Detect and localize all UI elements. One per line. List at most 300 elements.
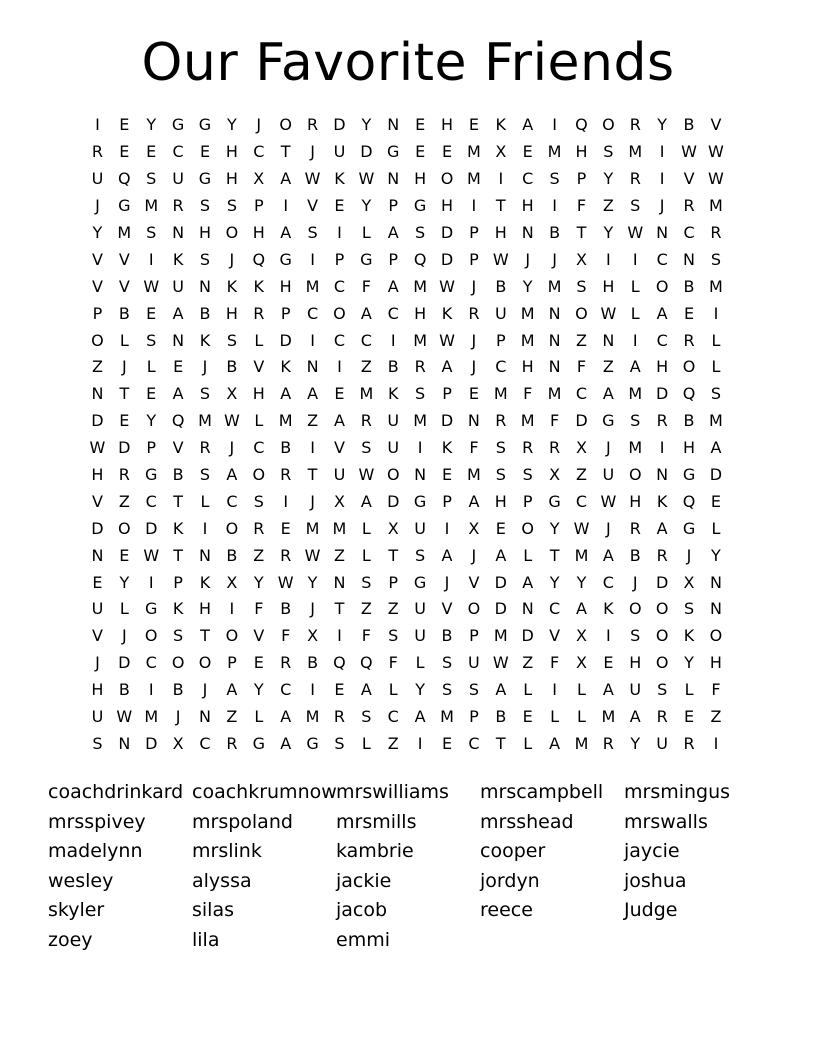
grid-letter: F (469, 438, 479, 458)
word-list-item: cooper (480, 840, 546, 862)
grid-letter: O (198, 653, 212, 673)
grid-letter: R (656, 545, 668, 565)
grid-letter: L (254, 707, 264, 727)
grid-letter: E (334, 196, 345, 216)
grid-letter: L (361, 545, 371, 565)
grid-letter: M (493, 384, 508, 404)
grid-letter: Z (602, 357, 614, 377)
grid-letter: H (494, 491, 507, 511)
grid-letter: Y (549, 572, 560, 592)
grid-letter: R (656, 707, 668, 727)
grid-letter: M (144, 707, 159, 727)
grid-letter: C (306, 303, 319, 323)
grid-letter: Y (227, 115, 237, 135)
grid-letter: B (226, 357, 238, 377)
grid-letter: F (549, 411, 560, 431)
grid-letter: R (602, 733, 614, 753)
grid-letter: H (683, 438, 696, 458)
grid-letter: A (441, 357, 453, 377)
grid-letter: S (495, 438, 506, 458)
grid-letter: N (387, 115, 400, 135)
grid-letter: R (710, 223, 722, 242)
grid-letter: C (656, 330, 668, 350)
grid-letter: J (202, 357, 208, 377)
grid-letter: U (629, 680, 642, 700)
grid-letter: Z (575, 330, 587, 350)
grid-letter: D (655, 384, 669, 404)
grid-letter: L (254, 330, 264, 350)
grid-letter: E (173, 357, 184, 377)
grid-letter: O (575, 303, 588, 323)
grid-letter: N (548, 330, 561, 350)
grid-letter: I (337, 223, 342, 242)
grid-letter: P (388, 572, 399, 592)
grid-letter: R (360, 411, 372, 431)
grid-letter: R (656, 411, 668, 431)
grid-letter: E (710, 491, 721, 511)
grid-letter: W (600, 491, 617, 511)
grid-letter: H (709, 653, 722, 673)
grid-letter: A (172, 303, 184, 323)
grid-row (84, 730, 732, 757)
grid-letter: A (549, 733, 561, 753)
grid-letter: P (442, 491, 452, 511)
grid-letter: S (603, 142, 614, 162)
grid-letter: J (606, 518, 611, 538)
grid-letter: P (227, 653, 237, 673)
grid-letter: C (253, 438, 265, 458)
grid-letter: N (709, 599, 722, 619)
grid-letter: I (659, 142, 665, 162)
grid-letter: O (386, 465, 400, 485)
grid-letter: K (656, 491, 668, 511)
grid-letter: N (467, 411, 480, 431)
grid-letter: E (683, 303, 695, 323)
grid-letter: S (199, 249, 211, 269)
grid-letter: H (198, 223, 212, 242)
grid-letter: M (413, 276, 428, 296)
grid-letter: I (148, 249, 154, 269)
grid-letter: H (225, 169, 238, 189)
grid-letter: Q (575, 115, 588, 135)
grid-letter: K (683, 626, 695, 646)
grid-letter: L (577, 680, 586, 700)
grid-letter: C (387, 303, 399, 323)
grid-letter: M (144, 196, 159, 216)
grid-letter: K (334, 169, 345, 189)
grid-letter: Y (253, 680, 264, 700)
grid-letter: A (468, 491, 480, 511)
grid-letter: I (283, 196, 289, 216)
grid-letter: O (467, 599, 481, 619)
grid-letter: L (711, 357, 721, 377)
grid-letter: D (333, 115, 346, 135)
grid-letter: N (414, 465, 427, 485)
grid-letter: M (117, 223, 132, 242)
grid-letter: Z (522, 653, 534, 673)
grid-letter: O (171, 653, 185, 673)
grid-letter: X (495, 142, 507, 162)
grid-letter: P (522, 491, 533, 511)
grid-letter: E (522, 142, 533, 162)
grid-letter: I (444, 518, 450, 538)
grid-letter: F (576, 357, 587, 377)
grid-letter: D (440, 249, 454, 269)
grid-letter: G (145, 599, 158, 619)
grid-letter: A (441, 545, 453, 565)
grid-letter: A (280, 169, 292, 189)
grid-letter: S (307, 223, 318, 242)
grid-letter: X (226, 572, 238, 592)
grid-letter: N (199, 707, 211, 727)
grid-letter: O (333, 303, 346, 323)
grid-letter: Q (682, 384, 696, 404)
grid-letter: E (199, 142, 211, 162)
grid-letter: N (118, 733, 131, 753)
grid-letter: S (226, 196, 237, 216)
grid-letter: Z (307, 411, 319, 431)
grid-letter: Y (119, 572, 130, 592)
grid-letter: T (119, 384, 130, 404)
grid-letter: A (495, 680, 507, 700)
grid-letter: S (630, 196, 641, 216)
word-list-item: zoey (48, 928, 93, 951)
grid-letter: S (146, 223, 157, 242)
grid-letter: A (629, 707, 641, 727)
grid-letter: G (252, 733, 265, 753)
grid-letter: I (498, 169, 504, 189)
grid-letter: T (388, 545, 399, 565)
grid-letter: R (118, 465, 130, 485)
grid-letter: Q (682, 491, 696, 511)
grid-letter: U (468, 653, 480, 673)
grid-letter: A (656, 518, 668, 538)
grid-letter: S (146, 330, 157, 350)
grid-letter: I (95, 115, 100, 135)
grid-letter: W (627, 223, 644, 242)
grid-letter: N (172, 223, 185, 242)
grid-row (84, 650, 732, 677)
grid-letter: I (713, 733, 719, 753)
grid-letter: S (415, 384, 426, 404)
grid-letter: O (440, 169, 454, 189)
grid-letter: B (307, 653, 319, 673)
grid-letter: D (494, 599, 507, 619)
grid-letter: S (146, 169, 157, 189)
grid-letter: A (495, 545, 507, 565)
grid-letter: X (226, 384, 238, 404)
word-list-item: mrspoland (192, 810, 293, 833)
grid-letter: E (119, 142, 130, 162)
grid-letter: F (281, 626, 291, 646)
grid-letter: E (280, 518, 291, 538)
grid-letter: S (415, 545, 426, 565)
grid-row (84, 112, 732, 139)
grid-letter: R (629, 115, 641, 135)
grid-letter: V (91, 276, 103, 296)
grid-letter: T (495, 733, 506, 753)
grid-letter: B (441, 626, 453, 646)
grid-letter: B (118, 303, 130, 323)
grid-letter: O (655, 276, 669, 296)
grid-letter: D (655, 572, 669, 592)
grid-letter: E (468, 115, 479, 135)
grid-letter: G (279, 249, 292, 269)
grid-letter: N (709, 572, 722, 592)
grid-letter: G (360, 249, 373, 269)
grid-letter: U (172, 276, 184, 296)
grid-letter: Z (602, 196, 614, 216)
grid-letter: W (143, 545, 160, 565)
grid-letter: V (307, 196, 319, 216)
grid-row (84, 542, 732, 569)
grid-row (84, 354, 732, 381)
grid-letter: A (307, 384, 319, 404)
word-list-item: mrsmills (336, 810, 417, 833)
grid-letter: T (334, 599, 345, 619)
grid-letter: R (199, 438, 211, 458)
grid-letter: K (387, 384, 399, 404)
grid-letter: T (173, 491, 183, 511)
grid-letter: E (522, 707, 533, 727)
grid-letter: I (337, 626, 342, 646)
grid-letter: T (307, 465, 318, 485)
grid-letter: J (471, 545, 477, 565)
grid-row (84, 677, 732, 704)
grid-letter: Y (522, 276, 533, 296)
grid-letter: T (200, 626, 210, 646)
grid-letter: J (121, 357, 127, 377)
grid-row (84, 623, 732, 650)
word-list (48, 779, 778, 956)
grid-letter: P (442, 384, 452, 404)
grid-letter: I (471, 196, 477, 216)
grid-letter: C (522, 169, 534, 189)
grid-letter: Z (387, 599, 399, 619)
grid-letter: U (333, 465, 346, 485)
grid-letter: O (144, 626, 158, 646)
grid-letter: N (656, 223, 669, 242)
grid-letter: A (656, 303, 668, 323)
grid-letter: G (118, 196, 131, 216)
grid-letter: M (709, 196, 723, 216)
grid-letter: R (333, 707, 346, 727)
grid-letter: A (522, 572, 534, 592)
grid-letter: C (575, 384, 588, 404)
grid-letter: O (628, 465, 642, 485)
grid-letter: F (361, 626, 371, 646)
grid-letter: P (334, 249, 345, 269)
grid-letter: U (387, 411, 400, 431)
grid-letter: L (523, 545, 533, 565)
grid-letter: D (387, 491, 400, 511)
grid-letter: V (683, 169, 695, 189)
grid-letter: B (495, 276, 507, 296)
grid-letter: K (226, 276, 238, 296)
grid-letter: O (279, 115, 292, 135)
grid-letter: O (655, 626, 669, 646)
grid-letter: B (118, 680, 130, 700)
grid-letter: C (280, 680, 292, 700)
grid-letter: S (253, 491, 264, 511)
grid-letter: E (92, 572, 103, 592)
grid-letter: C (549, 599, 561, 619)
grid-letter: B (683, 115, 695, 135)
grid-letter: C (199, 733, 211, 753)
grid-letter: J (659, 196, 665, 216)
grid-letter: I (148, 680, 154, 700)
grid-letter: W (277, 572, 294, 592)
grid-letter: V (118, 276, 130, 296)
grid-letter: K (441, 303, 453, 323)
grid-letter: Y (603, 169, 614, 189)
grid-letter: G (198, 169, 212, 189)
grid-letter: S (199, 196, 211, 216)
grid-letter: O (252, 465, 266, 485)
grid-letter: S (522, 465, 533, 485)
grid-letter: Y (684, 653, 694, 673)
grid-letter: M (467, 169, 481, 189)
grid-letter: Q (413, 249, 427, 269)
grid-letter: L (200, 491, 210, 511)
grid-letter: I (552, 196, 557, 216)
grid-letter: W (708, 169, 724, 189)
grid-letter: R (414, 357, 426, 377)
grid-letter: I (202, 518, 208, 538)
grid-letter: M (709, 276, 723, 296)
grid-letter: U (414, 518, 426, 538)
grid-letter: Y (415, 680, 426, 700)
grid-letter: X (575, 438, 587, 458)
grid-letter: I (417, 733, 423, 753)
grid-letter: T (576, 223, 587, 242)
grid-letter: M (520, 411, 535, 431)
grid-letter: J (310, 142, 315, 162)
grid-letter: A (629, 357, 641, 377)
grid-letter: U (91, 599, 104, 619)
grid-letter: C (575, 491, 588, 511)
grid-letter: U (602, 465, 615, 485)
grid-letter: S (683, 599, 695, 619)
grid-letter: W (439, 330, 455, 350)
grid-letter: L (146, 357, 156, 377)
grid-letter: D (279, 330, 292, 350)
grid-letter: H (198, 599, 212, 619)
grid-letter: N (91, 384, 104, 404)
grid-letter: U (172, 169, 184, 189)
grid-letter: R (522, 438, 534, 458)
grid-letter: V (91, 626, 103, 646)
grid-letter: S (199, 384, 211, 404)
grid-letter: W (358, 465, 375, 485)
grid-letter: Z (333, 545, 345, 565)
grid-letter: A (522, 115, 534, 135)
grid-letter: B (172, 680, 184, 700)
grid-letter: K (603, 599, 614, 619)
word-list-item: alyssa (192, 869, 252, 892)
grid-letter: S (361, 707, 372, 727)
grid-letter: Z (360, 357, 372, 377)
grid-letter: T (549, 545, 560, 565)
word-list-item: madelynn (48, 840, 143, 862)
grid-letter: N (199, 276, 211, 296)
word-list-item: mrswilliams (336, 781, 449, 803)
grid-letter: P (388, 249, 399, 269)
grid-letter: B (683, 411, 695, 431)
word-list-item: kambrie (336, 840, 414, 862)
grid-letter: X (307, 626, 319, 646)
grid-letter: W (573, 518, 590, 538)
grid-letter: S (576, 276, 587, 296)
grid-letter: N (172, 330, 185, 350)
grid-letter: E (441, 733, 453, 753)
grid-letter: R (253, 303, 265, 323)
grid-letter: H (441, 196, 454, 216)
grid-letter: X (387, 518, 399, 538)
grid-letter: C (468, 733, 480, 753)
grid-row (84, 300, 732, 327)
grid-letter: J (256, 115, 262, 135)
grid-letter: H (91, 465, 104, 485)
grid-letter: B (199, 303, 211, 323)
grid-letter: E (441, 465, 453, 485)
grid-letter: V (710, 115, 722, 135)
grid-letter: R (307, 115, 319, 135)
grid-row (84, 435, 732, 462)
grid-letter: W (358, 169, 375, 189)
grid-letter: P (469, 626, 479, 646)
grid-letter: H (521, 357, 534, 377)
grid-letter: A (360, 680, 372, 700)
grid-letter: V (441, 599, 453, 619)
grid-letter: K (441, 438, 453, 458)
grid-letter: K (172, 249, 184, 269)
grid-letter: O (602, 115, 615, 135)
grid-letter: J (202, 680, 208, 700)
grid-letter: M (547, 384, 562, 404)
grid-letter: U (333, 142, 346, 162)
word-list-item: silas (192, 899, 234, 921)
grid-letter: A (226, 680, 238, 700)
grid-letter: W (304, 169, 321, 189)
grid-row (84, 220, 732, 247)
grid-letter: J (229, 438, 235, 458)
grid-letter: H (279, 276, 292, 296)
grid-letter: U (494, 303, 507, 323)
grid-letter: S (710, 249, 721, 269)
grid-row (84, 327, 732, 354)
grid-letter: S (199, 465, 211, 485)
grid-letter: O (225, 518, 239, 538)
grid-letter: K (253, 276, 265, 296)
grid-letter: Z (91, 357, 103, 377)
grid-letter: L (550, 707, 560, 727)
grid-letter: C (172, 142, 184, 162)
grid-letter: R (468, 303, 480, 323)
grid-row (84, 462, 732, 489)
grid-letter: Z (710, 707, 722, 727)
grid-letter: R (629, 518, 641, 538)
grid-letter: R (280, 653, 292, 673)
grid-letter: Y (603, 223, 614, 242)
grid-letter: S (710, 384, 721, 404)
grid-letter: M (467, 142, 481, 162)
grid-letter: A (387, 276, 399, 296)
grid-letter: O (709, 626, 723, 646)
grid-letter: J (310, 491, 315, 511)
grid-letter: P (146, 438, 157, 458)
word-list-item: mrsspivey (48, 810, 146, 833)
